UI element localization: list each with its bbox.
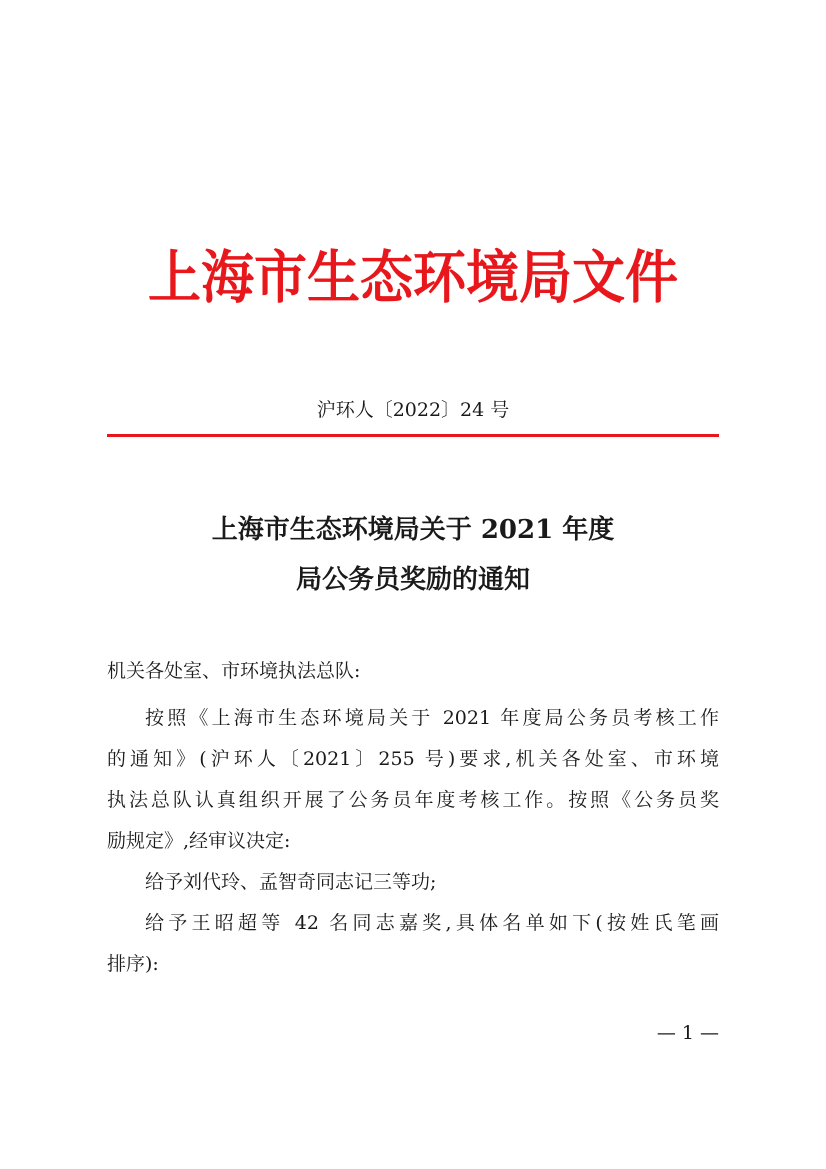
paragraph-3-line-1: 给予王昭超等 42 名同志嘉奖,具体名单如下(按姓氏笔画 <box>145 912 719 934</box>
paragraph-1-line-3: 执法总队认真组织开展了公务员年度考核工作。按照《公务员奖 <box>107 789 719 811</box>
notice-title-line-1: 上海市生态环境局关于 2021 年度 <box>211 515 615 545</box>
paragraph-1-line-1: 按照《上海市生态环境局关于 2021 年度局公务员考核工作 <box>145 707 719 729</box>
notice-title-line-2: 局公务员奖励的通知 <box>295 565 530 595</box>
addressee: 机关各处室、市环境执法总队: <box>107 660 361 682</box>
paragraph-2: 给予刘代玲、孟智奇同志记三等功; <box>145 871 437 893</box>
paragraph-3-line-2: 排序): <box>107 953 159 975</box>
masthead-title: 上海市生态环境局文件 <box>147 244 679 311</box>
notice-body <box>107 656 719 986</box>
page-number: — 1 — <box>656 1022 719 1044</box>
paragraph-1-line-4: 励规定》,经审议决定: <box>107 830 291 852</box>
document-number: 沪环人〔2022〕24 号 <box>316 399 510 421</box>
red-divider-line <box>107 434 719 437</box>
paragraph-1-line-2: 的通知》(沪环人〔2021〕255 号)要求,机关各处室、市环境 <box>107 748 719 770</box>
